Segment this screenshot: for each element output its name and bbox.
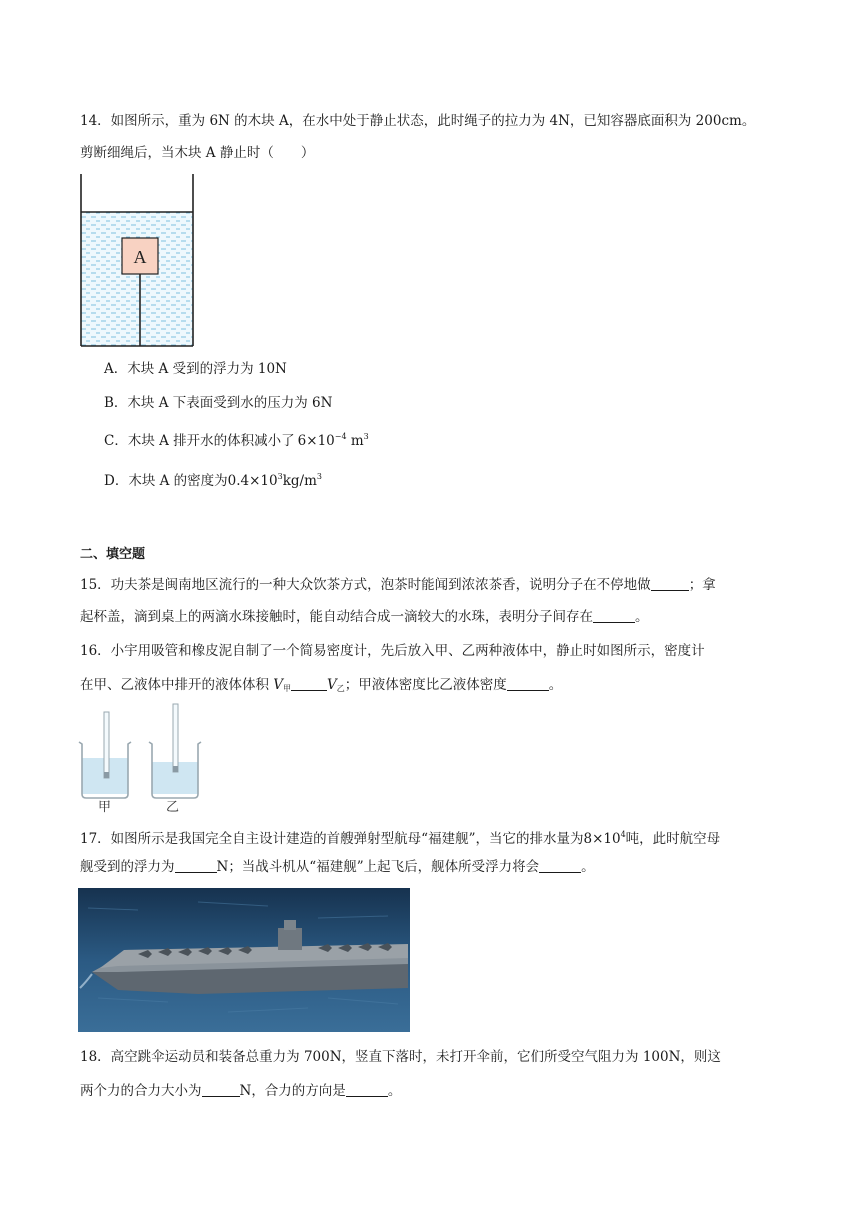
q18-blank-2 — [346, 1082, 388, 1097]
q14-option-a: A．木块 A 受到的浮力为 10N — [104, 361, 287, 377]
q18-blank-1 — [202, 1082, 240, 1097]
label-jia: 甲 — [98, 800, 112, 815]
q18-line1: 18．高空跳伞运动员和装备总重力为 700N，竖直下落时，未打开伞前，它们所受空气阻力为 100N，则这 — [80, 1049, 721, 1065]
q14-line2: 剪断细绳后，当木块 A 静止时（ ） — [80, 145, 315, 161]
q14-option-b: B．木块 A 下表面受到水的压力为 6N — [104, 395, 333, 411]
beaker-block-diagram — [80, 174, 196, 348]
q17-blank-1 — [175, 858, 217, 873]
q15-line1: 15．功夫茶是闽南地区流行的一种大众饮茶方式，泡茶时能闻到浓浓茶香，说明分子在不停地做 ；拿 — [80, 577, 716, 593]
label-yi: 乙 — [166, 800, 180, 815]
density-meter-figure — [76, 700, 206, 812]
q14-option-c: C．木块 A 排开水的体积减小了 $6\times 10^{-4}$ $m^3$ — [104, 432, 369, 449]
q16-blank-2 — [507, 676, 549, 691]
aircraft-carrier-photo — [78, 888, 410, 1032]
q17-blank-2 — [539, 858, 581, 873]
q16-line2: 在甲、乙液体中排开的液体体积 $V_甲$ $V_乙$；甲液体密度比乙液体密度 。 — [80, 677, 563, 693]
q15-blank-2 — [593, 608, 635, 623]
q14-line1: 14．如图所示，重为 6N 的木块 A，在水中处于静止状态，此时绳子的拉力为 4N，已知容器底面积为 200cm。 — [80, 113, 756, 129]
q15-line2: 起杯盖，滴到桌上的两滴水珠接触时，能自动结合成一滴较大的水珠，表明分子间存在 。 — [80, 609, 649, 625]
q17-line1: 17．如图所示是我国完全自主设计建造的首艘弹射型航母“福建舰”，当它的排水量为$8\times 10^4$吨，此时航空母 — [80, 830, 721, 847]
q16-blank-1 — [291, 676, 327, 691]
q16-line1: 16．小宇用吸管和橡皮泥自制了一个简易密度计，先后放入甲、乙两种液体中，静止时如图所示，密度计 — [80, 643, 705, 659]
q15-blank-1 — [651, 576, 689, 591]
q18-line2: 两个力的合力大小为 N，合力的方向是 。 — [80, 1083, 402, 1099]
section-title: 二、填空题 — [80, 547, 146, 562]
q14-option-d: D．木块 A 的密度为$0.4\times 10^3kg/m^3$ — [104, 472, 322, 489]
q17-line2: 舰受到的浮力为 N；当战斗机从“福建舰”上起飞后，舰体所受浮力将会 。 — [80, 859, 595, 875]
block-a-label: A — [133, 247, 147, 267]
